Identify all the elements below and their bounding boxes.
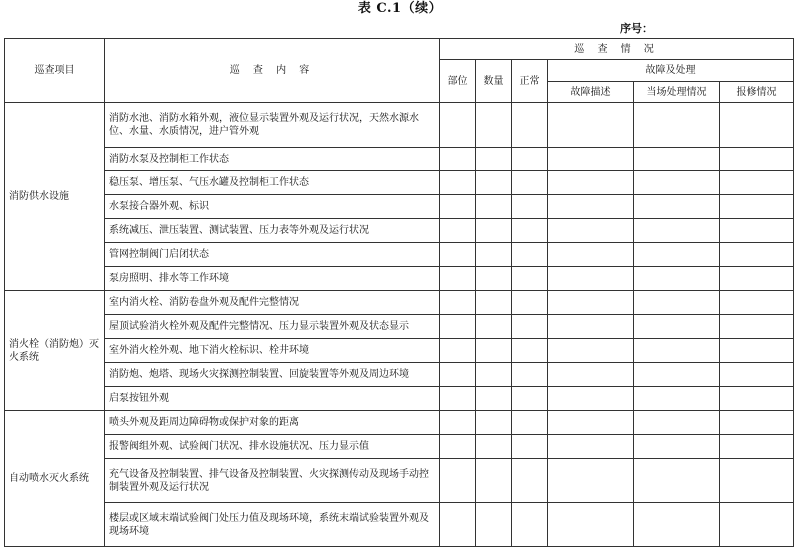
inspection-item-cell: 消火栓（消防炮）灭火系统 [5, 291, 105, 411]
quantity-cell[interactable] [476, 291, 512, 315]
table-row [5, 103, 794, 148]
fault-desc-cell[interactable] [548, 315, 634, 339]
quantity-cell[interactable] [476, 148, 512, 171]
fault-desc-cell[interactable] [548, 148, 634, 171]
repair-cell[interactable] [720, 339, 794, 363]
normal-cell[interactable] [512, 291, 548, 315]
onsite-cell[interactable] [634, 219, 720, 243]
table-row [5, 195, 794, 219]
inspection-content-cell: 管网控制阀门启闭状态 [105, 243, 440, 267]
quantity-cell[interactable] [476, 243, 512, 267]
normal-cell[interactable] [512, 363, 548, 387]
inspection-content-cell: 室内消火栓、消防卷盘外观及配件完整情况 [105, 291, 440, 315]
table-row [5, 148, 794, 171]
normal-cell[interactable] [512, 339, 548, 363]
location-cell[interactable] [440, 148, 476, 171]
repair-cell[interactable] [720, 503, 794, 547]
repair-cell[interactable] [720, 171, 794, 195]
normal-cell[interactable] [512, 171, 548, 195]
repair-cell[interactable] [720, 103, 794, 148]
header-location: 部位 [440, 60, 476, 103]
inspection-content-cell: 水泵接合器外观、标识 [105, 195, 440, 219]
quantity-cell[interactable] [476, 171, 512, 195]
quantity-cell[interactable] [476, 339, 512, 363]
table-row [5, 363, 794, 387]
table-body [5, 103, 794, 547]
normal-cell[interactable] [512, 267, 548, 291]
onsite-cell[interactable] [634, 363, 720, 387]
location-cell[interactable] [440, 315, 476, 339]
serial-number-label: 序号： [620, 22, 653, 35]
location-cell[interactable] [440, 387, 476, 411]
quantity-cell[interactable] [476, 219, 512, 243]
onsite-cell[interactable] [634, 243, 720, 267]
header-content: 巡 查 内 容 [105, 39, 440, 103]
onsite-cell[interactable] [634, 291, 720, 315]
repair-cell[interactable] [720, 387, 794, 411]
inspection-content-cell: 系统减压、泄压装置、测试装置、压力表等外观及运行状况 [105, 219, 440, 243]
fault-desc-cell[interactable] [548, 387, 634, 411]
quantity-cell[interactable] [476, 503, 512, 547]
header-quantity: 数量 [476, 60, 512, 103]
inspection-content-cell: 充气设备及控制装置、排气设备及控制装置、火灾探测传动及现场手动控制装置外观及运行状况 [105, 459, 440, 503]
fault-desc-cell[interactable] [548, 243, 634, 267]
repair-cell[interactable] [720, 219, 794, 243]
normal-cell[interactable] [512, 459, 548, 503]
location-cell[interactable] [440, 411, 476, 435]
location-cell[interactable] [440, 243, 476, 267]
table-title: 表 C.1（续） [357, 1, 443, 16]
fault-desc-cell[interactable] [548, 195, 634, 219]
location-cell[interactable] [440, 267, 476, 291]
table-row [5, 243, 794, 267]
normal-cell[interactable] [512, 503, 548, 547]
table-row [5, 387, 794, 411]
inspection-content-cell: 屋顶试验消火栓外观及配件完整情况、压力显示装置外观及状态显示 [105, 315, 440, 339]
repair-cell[interactable] [720, 195, 794, 219]
fault-desc-cell[interactable] [548, 267, 634, 291]
normal-cell[interactable] [512, 219, 548, 243]
normal-cell[interactable] [512, 195, 548, 219]
onsite-cell[interactable] [634, 103, 720, 148]
onsite-cell[interactable] [634, 503, 720, 547]
quantity-cell[interactable] [476, 267, 512, 291]
repair-cell[interactable] [720, 291, 794, 315]
location-cell[interactable] [440, 219, 476, 243]
fault-desc-cell[interactable] [548, 411, 634, 435]
location-cell[interactable] [440, 103, 476, 148]
fault-desc-cell[interactable] [548, 291, 634, 315]
fault-desc-cell[interactable] [548, 363, 634, 387]
fault-desc-cell[interactable] [548, 459, 634, 503]
normal-cell[interactable] [512, 148, 548, 171]
inspection-content-cell: 楼层或区域末端试验阀门处压力值及现场环境，系统末端试验装置外观及现场环境 [105, 503, 440, 547]
inspection-content-cell: 稳压泵、增压泵、气压水罐及控制柜工作状态 [105, 171, 440, 195]
quantity-cell[interactable] [476, 459, 512, 503]
inspection-content-cell: 启泵按钮外观 [105, 387, 440, 411]
table-row [5, 411, 794, 435]
normal-cell[interactable] [512, 243, 548, 267]
onsite-cell[interactable] [634, 435, 720, 459]
inspection-item-cell: 自动喷水灭火系统 [5, 411, 105, 547]
inspection-content-cell: 室外消火栓外观、地下消火栓标识、栓井环境 [105, 339, 440, 363]
header-onsite: 当场处理情况 [634, 82, 720, 103]
location-cell[interactable] [440, 339, 476, 363]
header-fault-desc: 故障描述 [548, 82, 634, 103]
table-row [5, 459, 794, 503]
table-row [5, 315, 794, 339]
table-row [5, 339, 794, 363]
quantity-cell[interactable] [476, 411, 512, 435]
header-situation: 巡 查 情 况 [440, 39, 794, 60]
onsite-cell[interactable] [634, 411, 720, 435]
normal-cell[interactable] [512, 103, 548, 148]
normal-cell[interactable] [512, 411, 548, 435]
repair-cell[interactable] [720, 459, 794, 503]
header-item: 巡查项目 [5, 39, 105, 103]
header-fault: 故障及处理 [548, 60, 794, 82]
onsite-cell[interactable] [634, 148, 720, 171]
inspection-content-cell: 喷头外观及距周边障碍物或保护对象的距离 [105, 411, 440, 435]
table-row [5, 219, 794, 243]
table-row [5, 435, 794, 459]
location-cell[interactable] [440, 291, 476, 315]
inspection-item-cell: 消防供水设施 [5, 103, 105, 291]
location-cell[interactable] [440, 435, 476, 459]
header-repair: 报修情况 [720, 82, 794, 103]
onsite-cell[interactable] [634, 459, 720, 503]
repair-cell[interactable] [720, 315, 794, 339]
onsite-cell[interactable] [634, 339, 720, 363]
repair-cell[interactable] [720, 411, 794, 435]
quantity-cell[interactable] [476, 103, 512, 148]
quantity-cell[interactable] [476, 195, 512, 219]
normal-cell[interactable] [512, 435, 548, 459]
inspection-content-cell: 泵房照明、排水等工作环境 [105, 267, 440, 291]
quantity-cell[interactable] [476, 315, 512, 339]
quantity-cell[interactable] [476, 435, 512, 459]
location-cell[interactable] [440, 459, 476, 503]
fault-desc-cell[interactable] [548, 219, 634, 243]
inspection-content-cell: 消防水泵及控制柜工作状态 [105, 148, 440, 171]
fault-desc-cell[interactable] [548, 503, 634, 547]
location-cell[interactable] [440, 195, 476, 219]
table-row [5, 291, 794, 315]
normal-cell[interactable] [512, 387, 548, 411]
onsite-cell[interactable] [634, 267, 720, 291]
fault-desc-cell[interactable] [548, 103, 634, 148]
location-cell[interactable] [440, 363, 476, 387]
fault-desc-cell[interactable] [548, 339, 634, 363]
fault-desc-cell[interactable] [548, 171, 634, 195]
quantity-cell[interactable] [476, 363, 512, 387]
repair-cell[interactable] [720, 363, 794, 387]
location-cell[interactable] [440, 171, 476, 195]
table-row [5, 267, 794, 291]
fault-desc-cell[interactable] [548, 435, 634, 459]
quantity-cell[interactable] [476, 387, 512, 411]
repair-cell[interactable] [720, 267, 794, 291]
onsite-cell[interactable] [634, 195, 720, 219]
table-row [5, 171, 794, 195]
inspection-content-cell: 消防炮、炮塔、现场火灾探测控制装置、回旋装置等外观及周边环境 [105, 363, 440, 387]
repair-cell[interactable] [720, 435, 794, 459]
table-row [5, 503, 794, 547]
repair-cell[interactable] [720, 243, 794, 267]
onsite-cell[interactable] [634, 171, 720, 195]
onsite-cell[interactable] [634, 315, 720, 339]
location-cell[interactable] [440, 503, 476, 547]
inspection-table [4, 38, 794, 547]
header-normal: 正常 [512, 60, 548, 103]
repair-cell[interactable] [720, 148, 794, 171]
inspection-content-cell: 报警阀组外观、试验阀门状况、排水设施状况、压力显示值 [105, 435, 440, 459]
normal-cell[interactable] [512, 315, 548, 339]
onsite-cell[interactable] [634, 387, 720, 411]
inspection-content-cell: 消防水池、消防水箱外观，液位显示装置外观及运行状况，天然水源水位、水量、水质情况，进户管外观 [105, 103, 440, 148]
